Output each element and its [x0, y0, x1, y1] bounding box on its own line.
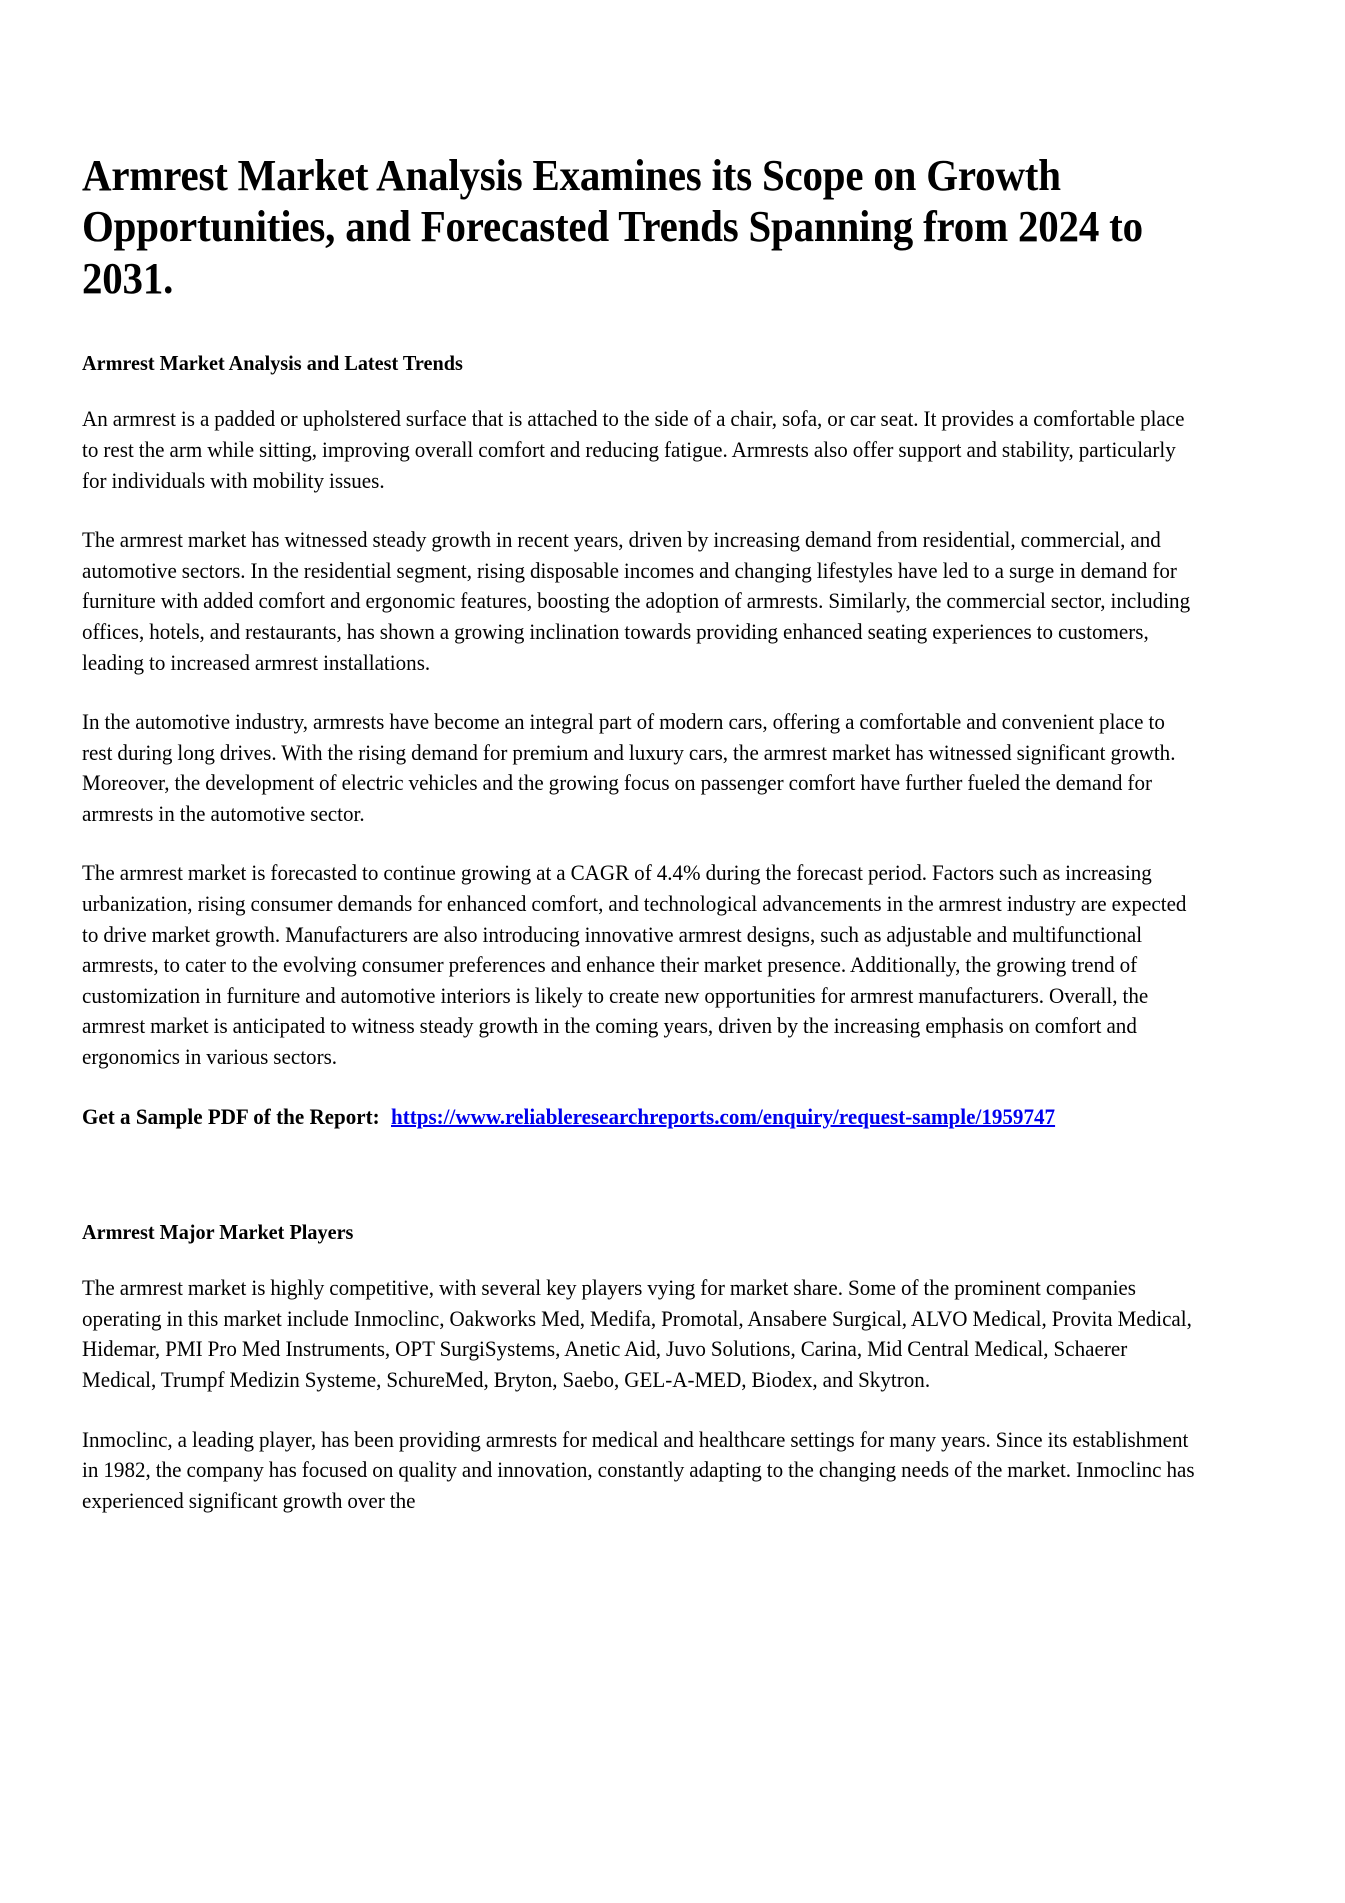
paragraph-automotive-industry: In the automotive industry, armrests have become an integral part of modern cars, offering a comfortable and convenient place to rest during long drives. With the rising demand for premium and luxury cars, the armrest market has witnessed significant growth. Moreover, the development of electric vehicles and the growing focus on passenger comfort have further fueled the demand for armrests in the automotive sector.: [82, 709, 1176, 826]
sample-pdf-link[interactable]: https://www.reliableresearchreports.com/enquiry/request-sample/1959747: [391, 1103, 1056, 1129]
paragraph-key-players-list: The armrest market is highly competitive, with several key players vying for market share. Some of the prominent companies operating in this market include Inmoclinc, Oakworks Med, Medifa, Promotal, Ansabere Surgical, ALVO Medical, Provita Medical, Hidemar, PMI Pro Med Instruments, OPT SurgiSystems, Anetic Aid, Juvo Solutions, Carina, Mid Central Medical, Schaerer Medical, Trumpf Medizin Systeme, SchureMed, Bryton, Saebo, GEL-A-MED, Biodex, and Skytron.: [82, 1275, 1192, 1392]
paragraph-market-growth: The armrest market has witnessed steady growth in recent years, driven by increasing demand from residential, commercial, and automotive sectors. In the residential segment, rising disposable incomes and changing lifestyles have led to a surge in demand for furniture with added comfort and ergonomic features, boosting the adoption of armrests. Similarly, the commercial sector, including offices, hotels, and restaurants, has shown a growing inclination towards providing enhanced seating experiences to customers, leading to increased armrest installations.: [82, 527, 1191, 675]
paragraph-inmoclinc-profile: Inmoclinc, a leading player, has been providing armrests for medical and healthcare settings for many years. Since its establishment in 1982, the company has focused on quality and innovation, constantly adapting to the changing needs of the market. Inmoclinc has experienced significant growth over the: [82, 1426, 1195, 1513]
sample-pdf-block: [82, 1102, 1197, 1133]
section-heading-latest-trends: Armrest Market Analysis and Latest Trends: [82, 351, 463, 376]
section-spacer: [82, 1161, 1240, 1219]
paragraph-armrest-definition: An armrest is a padded or upholstered surface that is attached to the side of a chair, sofa, or car seat. It provides a comfortable place to rest the arm while sitting, improving overall comfort and reducing fatigue. Armrests also offer support and stability, particularly for individuals with mobility issues.: [82, 406, 1185, 493]
sample-pdf-label: Get a Sample PDF of the Report:: [82, 1103, 380, 1129]
paragraph-forecast-cagr: The armrest market is forecasted to continue growing at a CAGR of 4.4% during the forecast period. Factors such as increasing urbanization, rising consumer demands for enhanced comfort, and technological advancements in the armrest industry are expected to drive market growth. Manufacturers are also introducing innovative armrest designs, such as adjustable and multifunctional armrests, to cater to the evolving consumer preferences and enhance their market presence. Additionally, the growing trend of customization in furniture and automotive interiors is likely to create new opportunities for armrest manufacturers. Overall, the armrest market is anticipated to witness steady growth in the coming years, driven by the increasing emphasis on comfort and ergonomics in various sectors.: [82, 860, 1187, 1070]
section-heading-major-market-players: Armrest Major Market Players: [82, 1220, 354, 1245]
page-title: Armrest Market Analysis Examines its Scope on Growth Opportunities, and Forecasted Trends Spanning from 2024 to 2031.: [82, 151, 1143, 303]
